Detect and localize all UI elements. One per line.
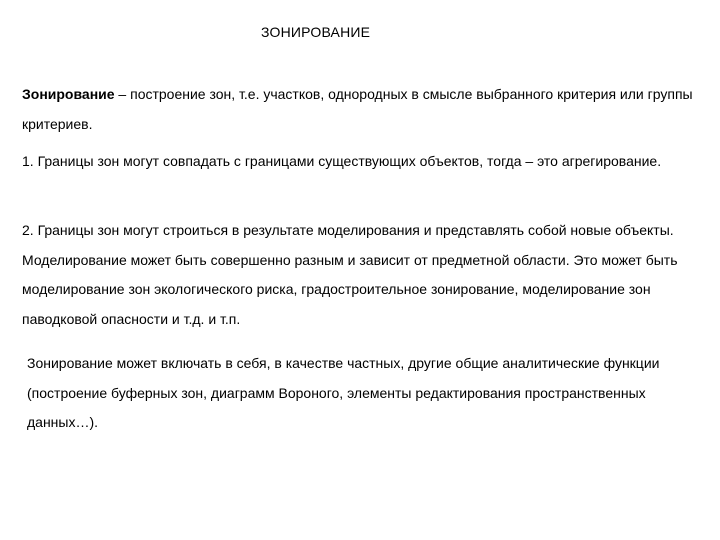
analytic-functions-paragraph: Зонирование может включать в себя, в качестве частных, другие общие аналитические функции (построение буферных зон, диаграмм Вороного, элементы редактирования пространственных данных…).: [27, 355, 660, 430]
definition-paragraph: [22, 80, 702, 139]
slide-title: ЗОНИРОВАНИЕ: [261, 24, 371, 40]
definition-text: – построение зон, т.е. участков, однородных в смысле выбранного критерия или группы критериев.: [22, 86, 693, 132]
definition-term: Зонирование: [22, 86, 115, 102]
point-1-paragraph: 1. Границы зон могут совпадать с границами существующих объектов, тогда – это агрегирование.: [22, 153, 662, 169]
point-2-paragraph: 2. Границы зон могут строиться в результате моделирования и представлять собой новые объекты. Моделирование может быть совершенно разным и зависит от предметной области. Это может быть моделирование зон экологического риска, градостроительное зонирование, моделирование зон паводковой опасности и т.д. и т.п.: [22, 222, 678, 327]
